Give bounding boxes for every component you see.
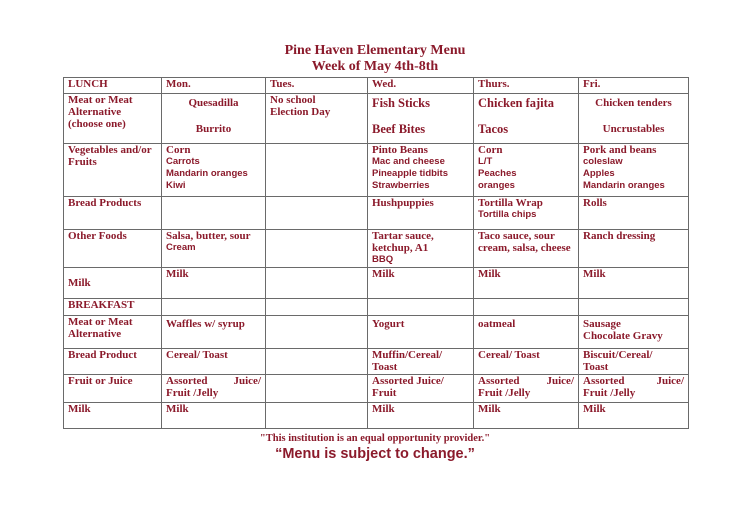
breakfast-bread-thu: Cereal/ Toast xyxy=(474,349,579,375)
lunch-other-thu: Taco sauce, sour cream, salsa, cheese xyxy=(474,230,579,268)
title-school: Pine Haven Elementary Menu xyxy=(284,43,466,58)
lunch-other-mon: Salsa, butter, sour Cream xyxy=(162,230,266,268)
breakfast-fruit-label: Fruit or Juice xyxy=(64,375,162,403)
lunch-veg-tue xyxy=(266,144,368,197)
breakfast-fruit-row xyxy=(64,375,689,403)
breakfast-bread-mon: Cereal/ Toast xyxy=(162,349,266,375)
breakfast-fruit-wed: Assorted Juice/ Fruit xyxy=(368,375,474,403)
lunch-bread-thu: Tortilla Wrap Tortilla chips xyxy=(474,197,579,230)
breakfast-meat-tue xyxy=(266,316,368,349)
lunch-veg-fri: Pork and beans coleslaw Apples Mandarin oranges xyxy=(579,144,689,197)
lunch-meat-thu: Chicken fajita Tacos xyxy=(474,94,579,144)
menu-change-notice: “Menu is subject to change.” xyxy=(275,446,475,462)
header-lunch: LUNCH xyxy=(64,78,162,94)
header-wed: Wed. xyxy=(368,78,474,94)
lunch-other-tue xyxy=(266,230,368,268)
breakfast-bread-label: Bread Product xyxy=(64,349,162,375)
lunch-meat-wed: Fish Sticks Beef Bites xyxy=(368,94,474,144)
lunch-milk-mon: Milk xyxy=(162,268,266,299)
menu-table xyxy=(63,77,689,429)
breakfast-meat-wed: Yogurt xyxy=(368,316,474,349)
lunch-meat-label: Meat or Meat Alternative (choose one) xyxy=(64,94,162,144)
title-week: Week of May 4th-8th xyxy=(311,59,439,74)
breakfast-bread-tue xyxy=(266,349,368,375)
breakfast-meat-mon: Waffles w/ syrup xyxy=(162,316,266,349)
breakfast-milk-label: Milk xyxy=(64,403,162,429)
lunch-veg-mon: Corn Carrots Mandarin oranges Kiwi xyxy=(162,144,266,197)
breakfast-bread-wed: Muffin/Cereal/ Toast xyxy=(368,349,474,375)
breakfast-bread-row xyxy=(64,349,689,375)
breakfast-milk-mon: Milk xyxy=(162,403,266,429)
header-mon: Mon. xyxy=(162,78,266,94)
breakfast-fruit-fri: Assorted Juice/ Fruit /Jelly xyxy=(579,375,689,403)
lunch-veg-wed: Pinto Beans Mac and cheese Pineapple tidbits Strawberries xyxy=(368,144,474,197)
menu-title xyxy=(0,43,750,75)
lunch-bread-fri: Rolls xyxy=(579,197,689,230)
breakfast-milk-wed: Milk xyxy=(368,403,474,429)
breakfast-heading-row xyxy=(64,299,689,316)
lunch-veg-thu: Corn L/T Peaches oranges xyxy=(474,144,579,197)
lunch-veg-row xyxy=(64,144,689,197)
lunch-other-fri: Ranch dressing xyxy=(579,230,689,268)
lunch-other-wed: Tartar sauce, ketchup, A1 BBQ xyxy=(368,230,474,268)
lunch-milk-tue xyxy=(266,268,368,299)
lunch-veg-label: Vegetables and/or Fruits xyxy=(64,144,162,197)
breakfast-meat-row xyxy=(64,316,689,349)
breakfast-meat-fri: Sausage Chocolate Gravy xyxy=(579,316,689,349)
header-tue: Tues. xyxy=(266,78,368,94)
lunch-meat-tue: No school Election Day xyxy=(266,94,368,144)
breakfast-bread-fri: Biscuit/Cereal/ Toast xyxy=(579,349,689,375)
lunch-milk-fri: Milk xyxy=(579,268,689,299)
breakfast-fruit-mon: Assorted Juice/ Fruit /Jelly xyxy=(162,375,266,403)
breakfast-milk-thu: Milk xyxy=(474,403,579,429)
breakfast-meat-thu: oatmeal xyxy=(474,316,579,349)
equal-opportunity-statement: "This institution is an equal opportunity provider." xyxy=(259,433,491,444)
header-thu: Thurs. xyxy=(474,78,579,94)
lunch-meat-fri: Chicken tenders Uncrustables xyxy=(579,94,689,144)
lunch-other-label: Other Foods xyxy=(64,230,162,268)
breakfast-fruit-tue xyxy=(266,375,368,403)
breakfast-fruit-thu: Assorted Juice/ Fruit /Jelly xyxy=(474,375,579,403)
breakfast-milk-fri: Milk xyxy=(579,403,689,429)
lunch-bread-wed: Hushpuppies xyxy=(368,197,474,230)
lunch-bread-tue xyxy=(266,197,368,230)
lunch-milk-thu: Milk xyxy=(474,268,579,299)
lunch-milk-row xyxy=(64,268,689,299)
breakfast-heading: BREAKFAST xyxy=(64,299,162,316)
lunch-milk-wed: Milk xyxy=(368,268,474,299)
header-fri: Fri. xyxy=(579,78,689,94)
header-row xyxy=(64,78,689,94)
breakfast-meat-label: Meat or Meat Alternative xyxy=(64,316,162,349)
lunch-bread-row xyxy=(64,197,689,230)
breakfast-milk-row xyxy=(64,403,689,429)
lunch-milk-label: Milk xyxy=(64,268,162,299)
breakfast-milk-tue xyxy=(266,403,368,429)
lunch-other-row xyxy=(64,230,689,268)
lunch-bread-label: Bread Products xyxy=(64,197,162,230)
lunch-meat-row xyxy=(64,94,689,144)
lunch-bread-mon xyxy=(162,197,266,230)
lunch-meat-mon: Quesadilla Burrito xyxy=(162,94,266,144)
